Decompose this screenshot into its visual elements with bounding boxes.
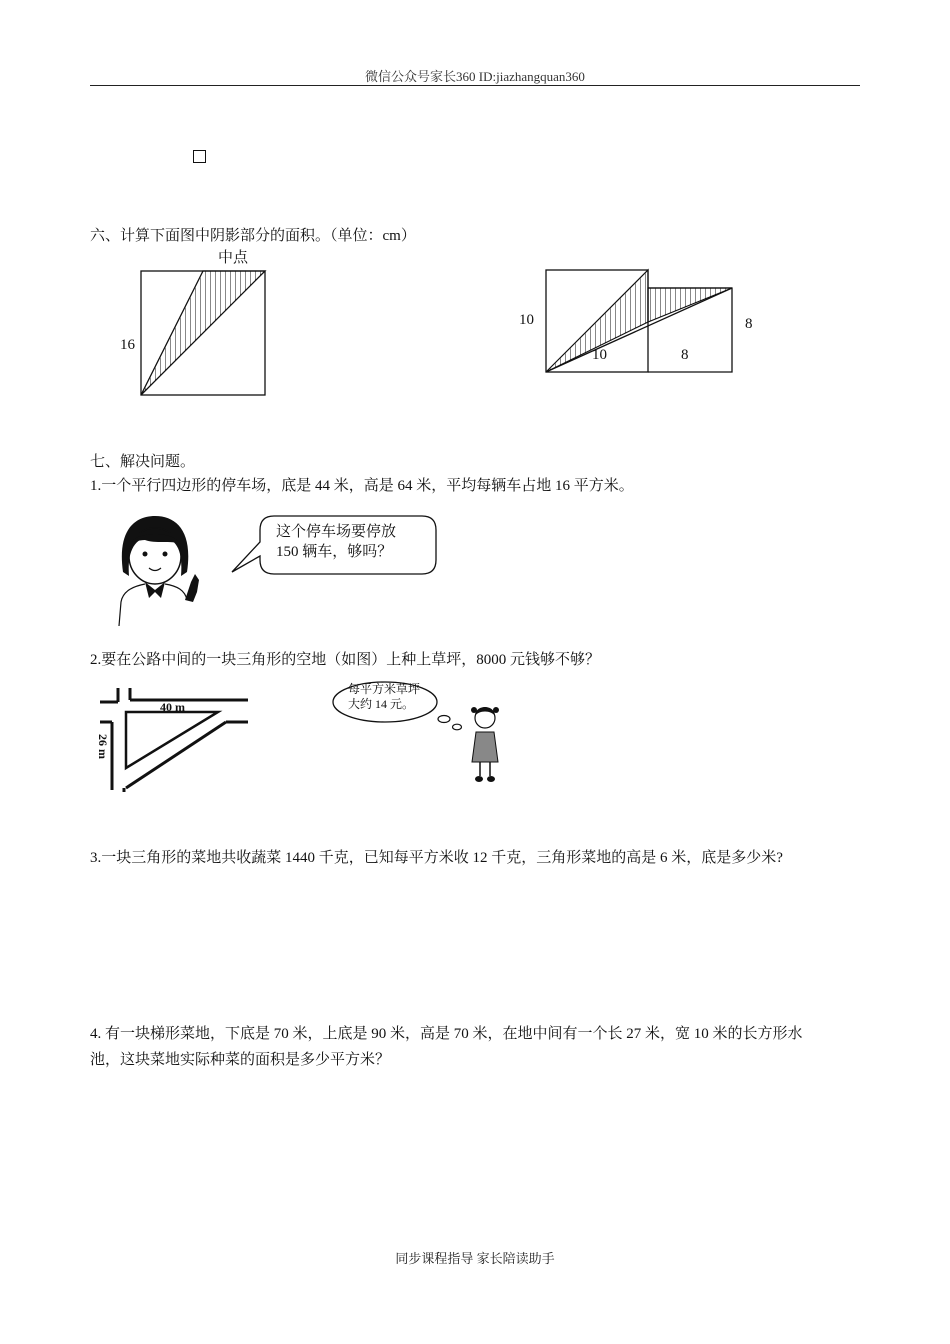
q1-speech-bubble [228,512,442,578]
road-base-label: 40 m [160,700,185,714]
q1-bubble-line2: 150 辆车，够吗？ [276,544,393,560]
girl-drawing [105,510,215,628]
header-rule [90,85,860,86]
q2-bubble-line2: 大约 14 元。 [348,697,415,711]
figure2 [510,262,770,382]
section7-title: 七、解决问题。 [90,454,196,470]
figure2-drawing [510,262,770,382]
checkbox[interactable] [193,150,206,163]
page-footer: 同步课程指导 家长陪读助手 [395,1251,555,1266]
girl-illustration [105,510,215,628]
small-girl-drawing [468,702,502,784]
q2-bubble-line1: 每平方米草坪 [348,682,421,696]
figure1-drawing [90,244,290,404]
small-girl-illustration [468,702,502,784]
q4-line2: 池，这块菜地实际种菜的面积是多少平方米？ [90,1052,391,1068]
q2-text: 2.要在公路中间的一块三角形的空地（如图）上种上草坪，8000 元钱够不够？ [90,652,601,668]
fig1-side-label: 16 [120,337,135,353]
road-diagram [96,688,256,792]
fig2-bottom-left-label: 10 [592,347,607,363]
q2-thought-bubble [330,680,470,740]
q1-text: 1.一个平行四边形的停车场，底是 44 米，高是 64 米，平均每辆车占地 16 平方米。 [90,478,634,494]
q3-text: 3.一块三角形的菜地共收蔬菜 1440 千克，已知每平方米收 12 千克，三角形菜地的高是 6 米，底是多少米? [90,850,783,866]
q1-bubble-line1: 这个停车场要停放 [276,524,397,540]
fig2-bottom-right-label: 8 [681,347,689,363]
figure1 [90,244,290,404]
fig1-midpoint-label: 中点 [218,250,249,266]
road-height-label: 26 m [96,734,110,759]
fig2-left-label: 10 [519,312,534,328]
q4-line1: 4. 有一块梯形菜地，下底是 70 米，上底是 90 米，高是 70 米，在地中间有一个长 27 米，宽 10 米的长方形水 [90,1026,803,1042]
section6-title: 六、计算下面图中阴影部分的面积。（单位：cm） [90,228,416,244]
fig1-shaded-triangle [141,271,265,395]
fig2-right-label: 8 [745,316,753,332]
page-header: 微信公众号家长360 ID:jiazhangquan360 [365,69,585,84]
